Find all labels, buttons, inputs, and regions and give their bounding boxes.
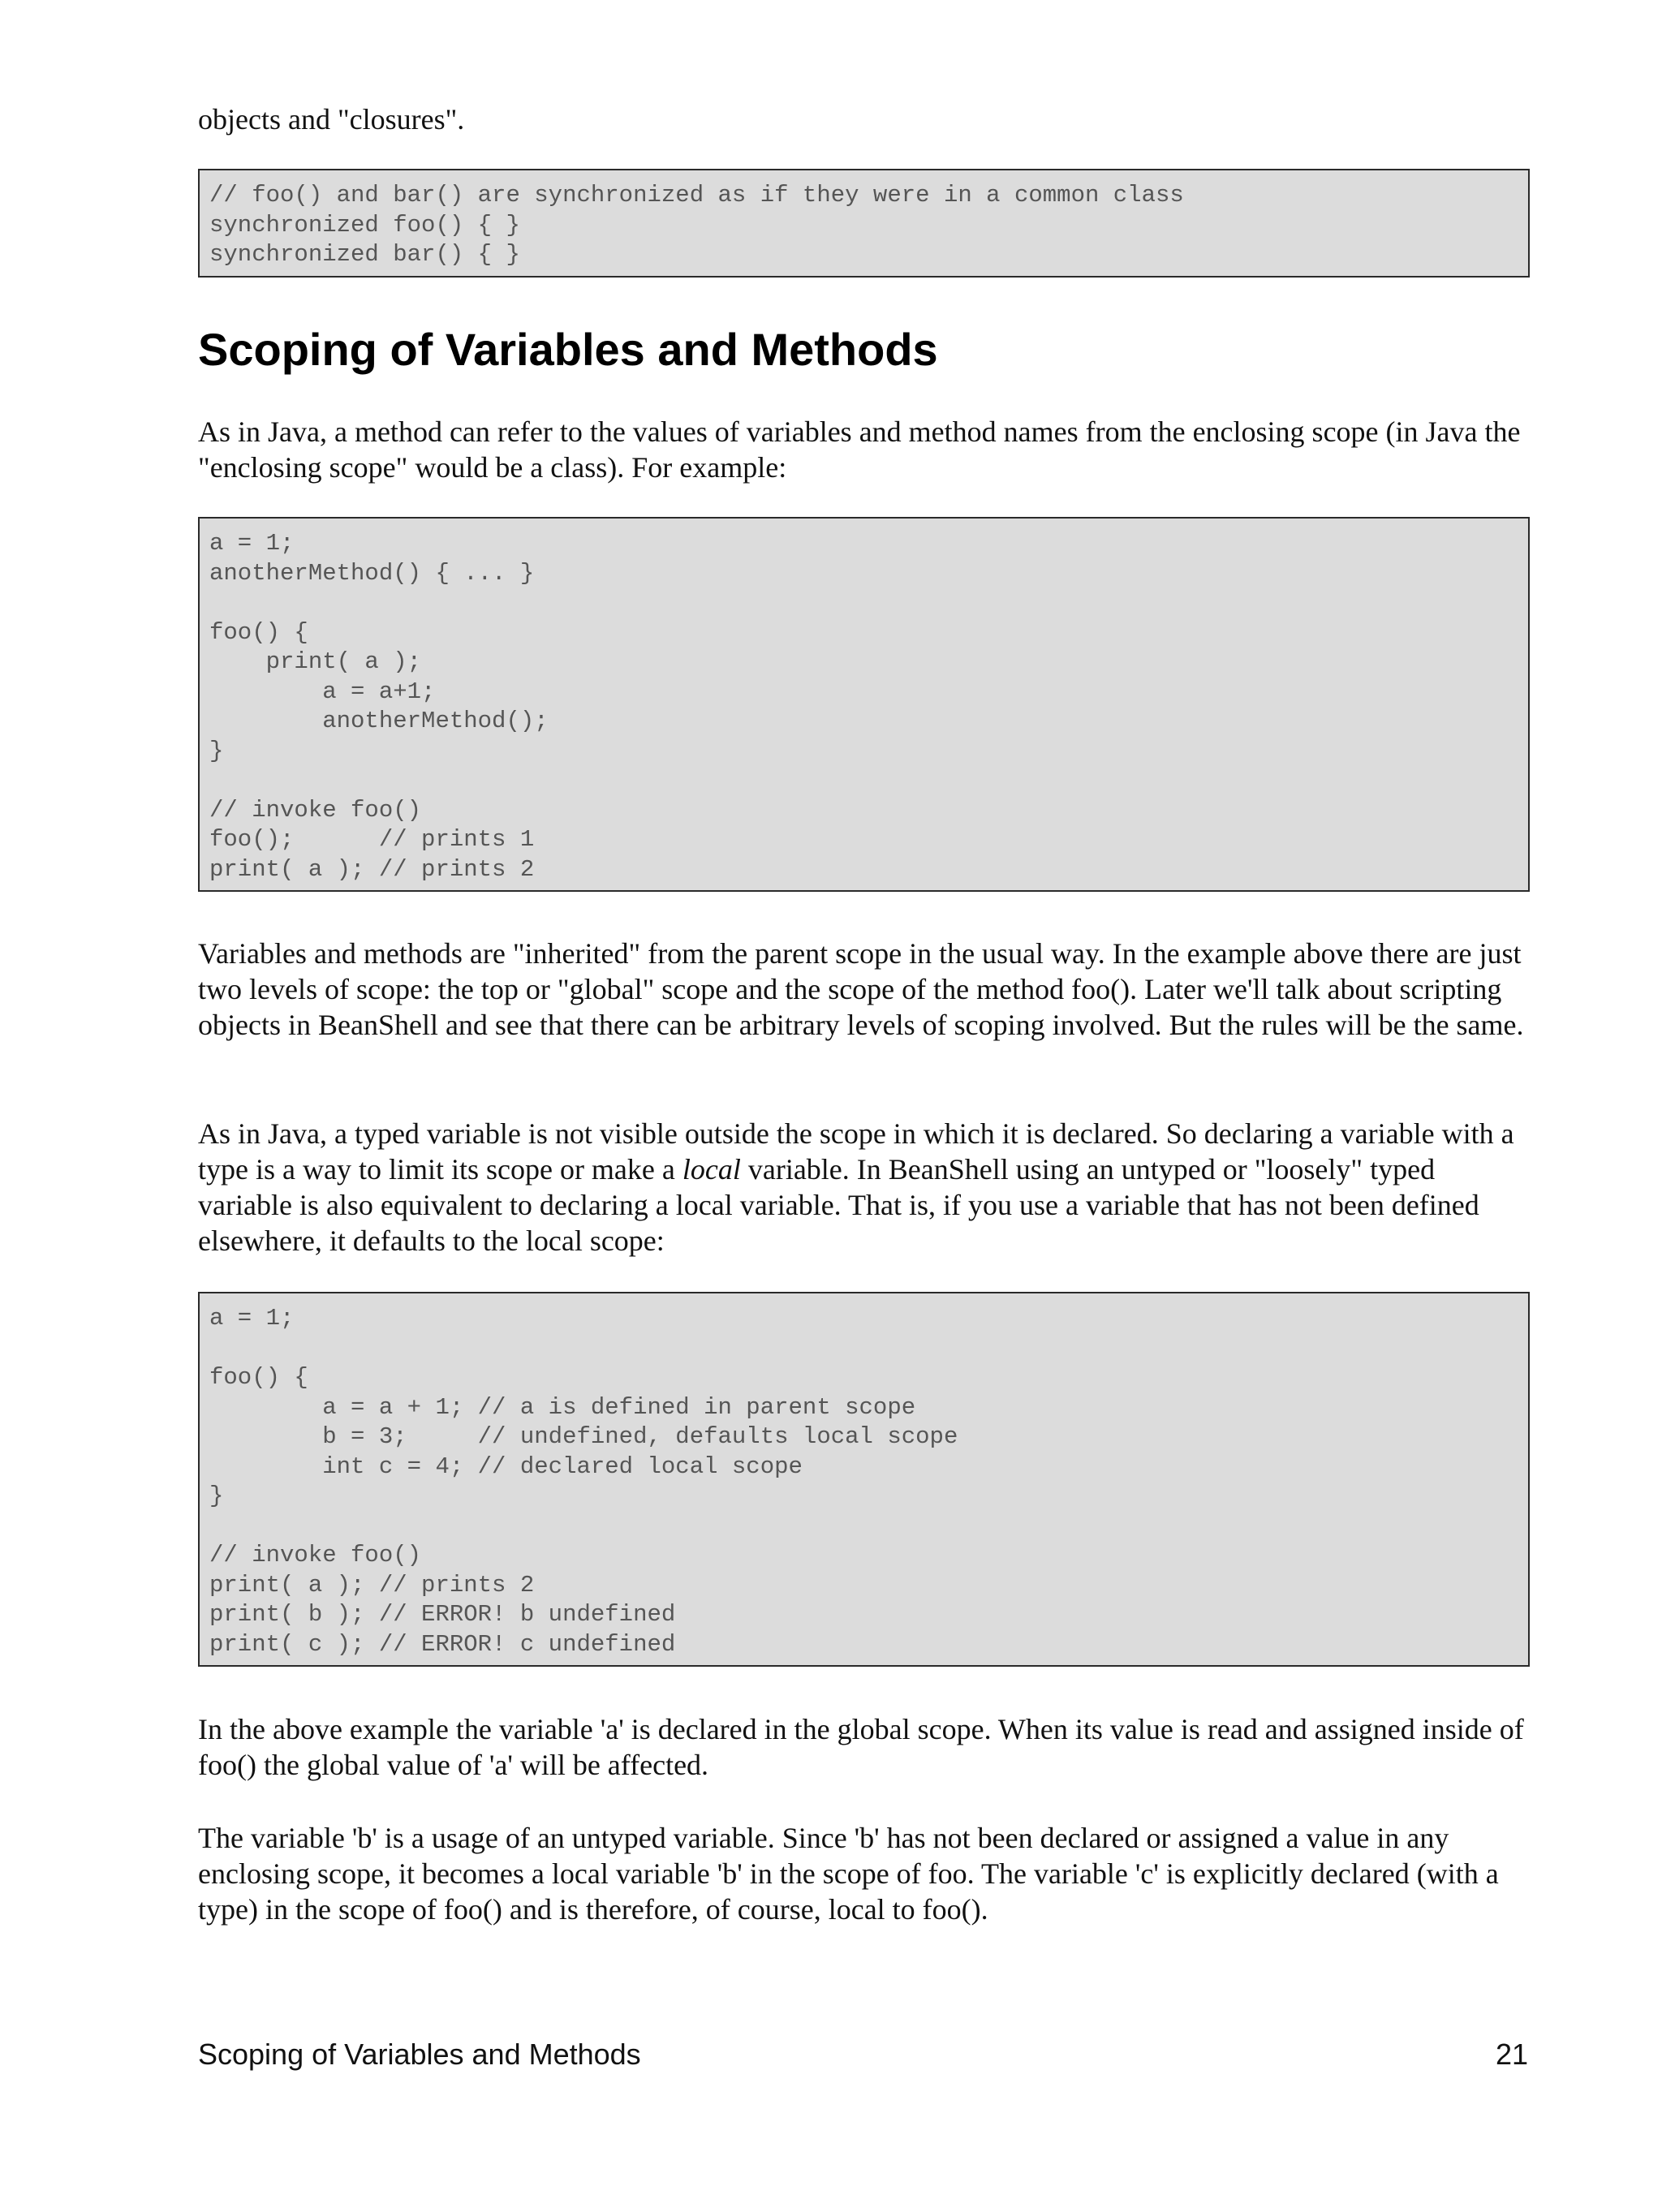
paragraph-inherited-scope: Variables and methods are "inherited" from the parent scope in the usual way. In the example above there are just two levels of scope: the top or "global" scope and the scope of the method foo(). Later we'll talk about scripting objects in BeanShell and see that there can be arbitrary levels of scoping involved. But the rules will be the same. (198, 937, 1524, 1041)
footer-section-title: Scoping of Variables and Methods (198, 2038, 641, 2071)
paragraph-typed-variable-part1: As in Java, a typed variable is not visible outside the scope in which it is declared. So declaring a variable with a type is a way to limit its scope or make a (198, 1117, 1514, 1186)
paragraph-typed-variable-part2: variable. In BeanShell using an untyped or "loosely" typed variable is also equivalent to declaring a local variable. That is, if you use a variable that has not been defined elsewhere, it defaults to the local scope: (198, 1153, 1479, 1257)
code-block-local-scope-example: a = 1; foo() { a = a + 1; // a is defined in parent scope b = 3; // undefined, defaults local scope int c = 4; // declared local scope } // invoke foo() print( a ); // prints 2 print( b ); // ERROR! b undefined print( c ); // ERROR! c undefined (198, 1292, 1530, 1667)
intro-fragment: objects and "closures". (198, 103, 465, 136)
section-heading: Scoping of Variables and Methods (198, 324, 938, 375)
emphasis-local: local (682, 1153, 741, 1186)
code-block-scope-example: a = 1; anotherMethod() { ... } foo() { print( a ); a = a+1; anotherMethod(); } // invoke foo() foo(); // prints 1 print( a ); // prints 2 (198, 517, 1530, 892)
paragraph-enclosing-scope: As in Java, a method can refer to the values of variables and method names from the enclosing scope (in Java the "enclosing scope" would be a class). For example: (198, 415, 1521, 484)
paragraph-untyped-variable: The variable 'b' is a usage of an untyped variable. Since 'b' has not been declared or assigned a value in any enclosing scope, it becomes a local variable 'b' in the scope of foo. The variable 'c' is explicitly declared (with a type) in the scope of foo() and is therefore, of course, local to foo(). (198, 1822, 1499, 1926)
code-block-synchronized: // foo() and bar() are synchronized as if they were in a common class synchronized foo() { } synchronized bar() { } (198, 169, 1530, 278)
paragraph-typed-variable (198, 1116, 1530, 1259)
footer-page-number: 21 (1495, 2038, 1528, 2071)
paragraph-global-variable: In the above example the variable 'a' is declared in the global scope. When its value is read and assigned inside of foo() the global value of 'a' will be affected. (198, 1713, 1524, 1781)
